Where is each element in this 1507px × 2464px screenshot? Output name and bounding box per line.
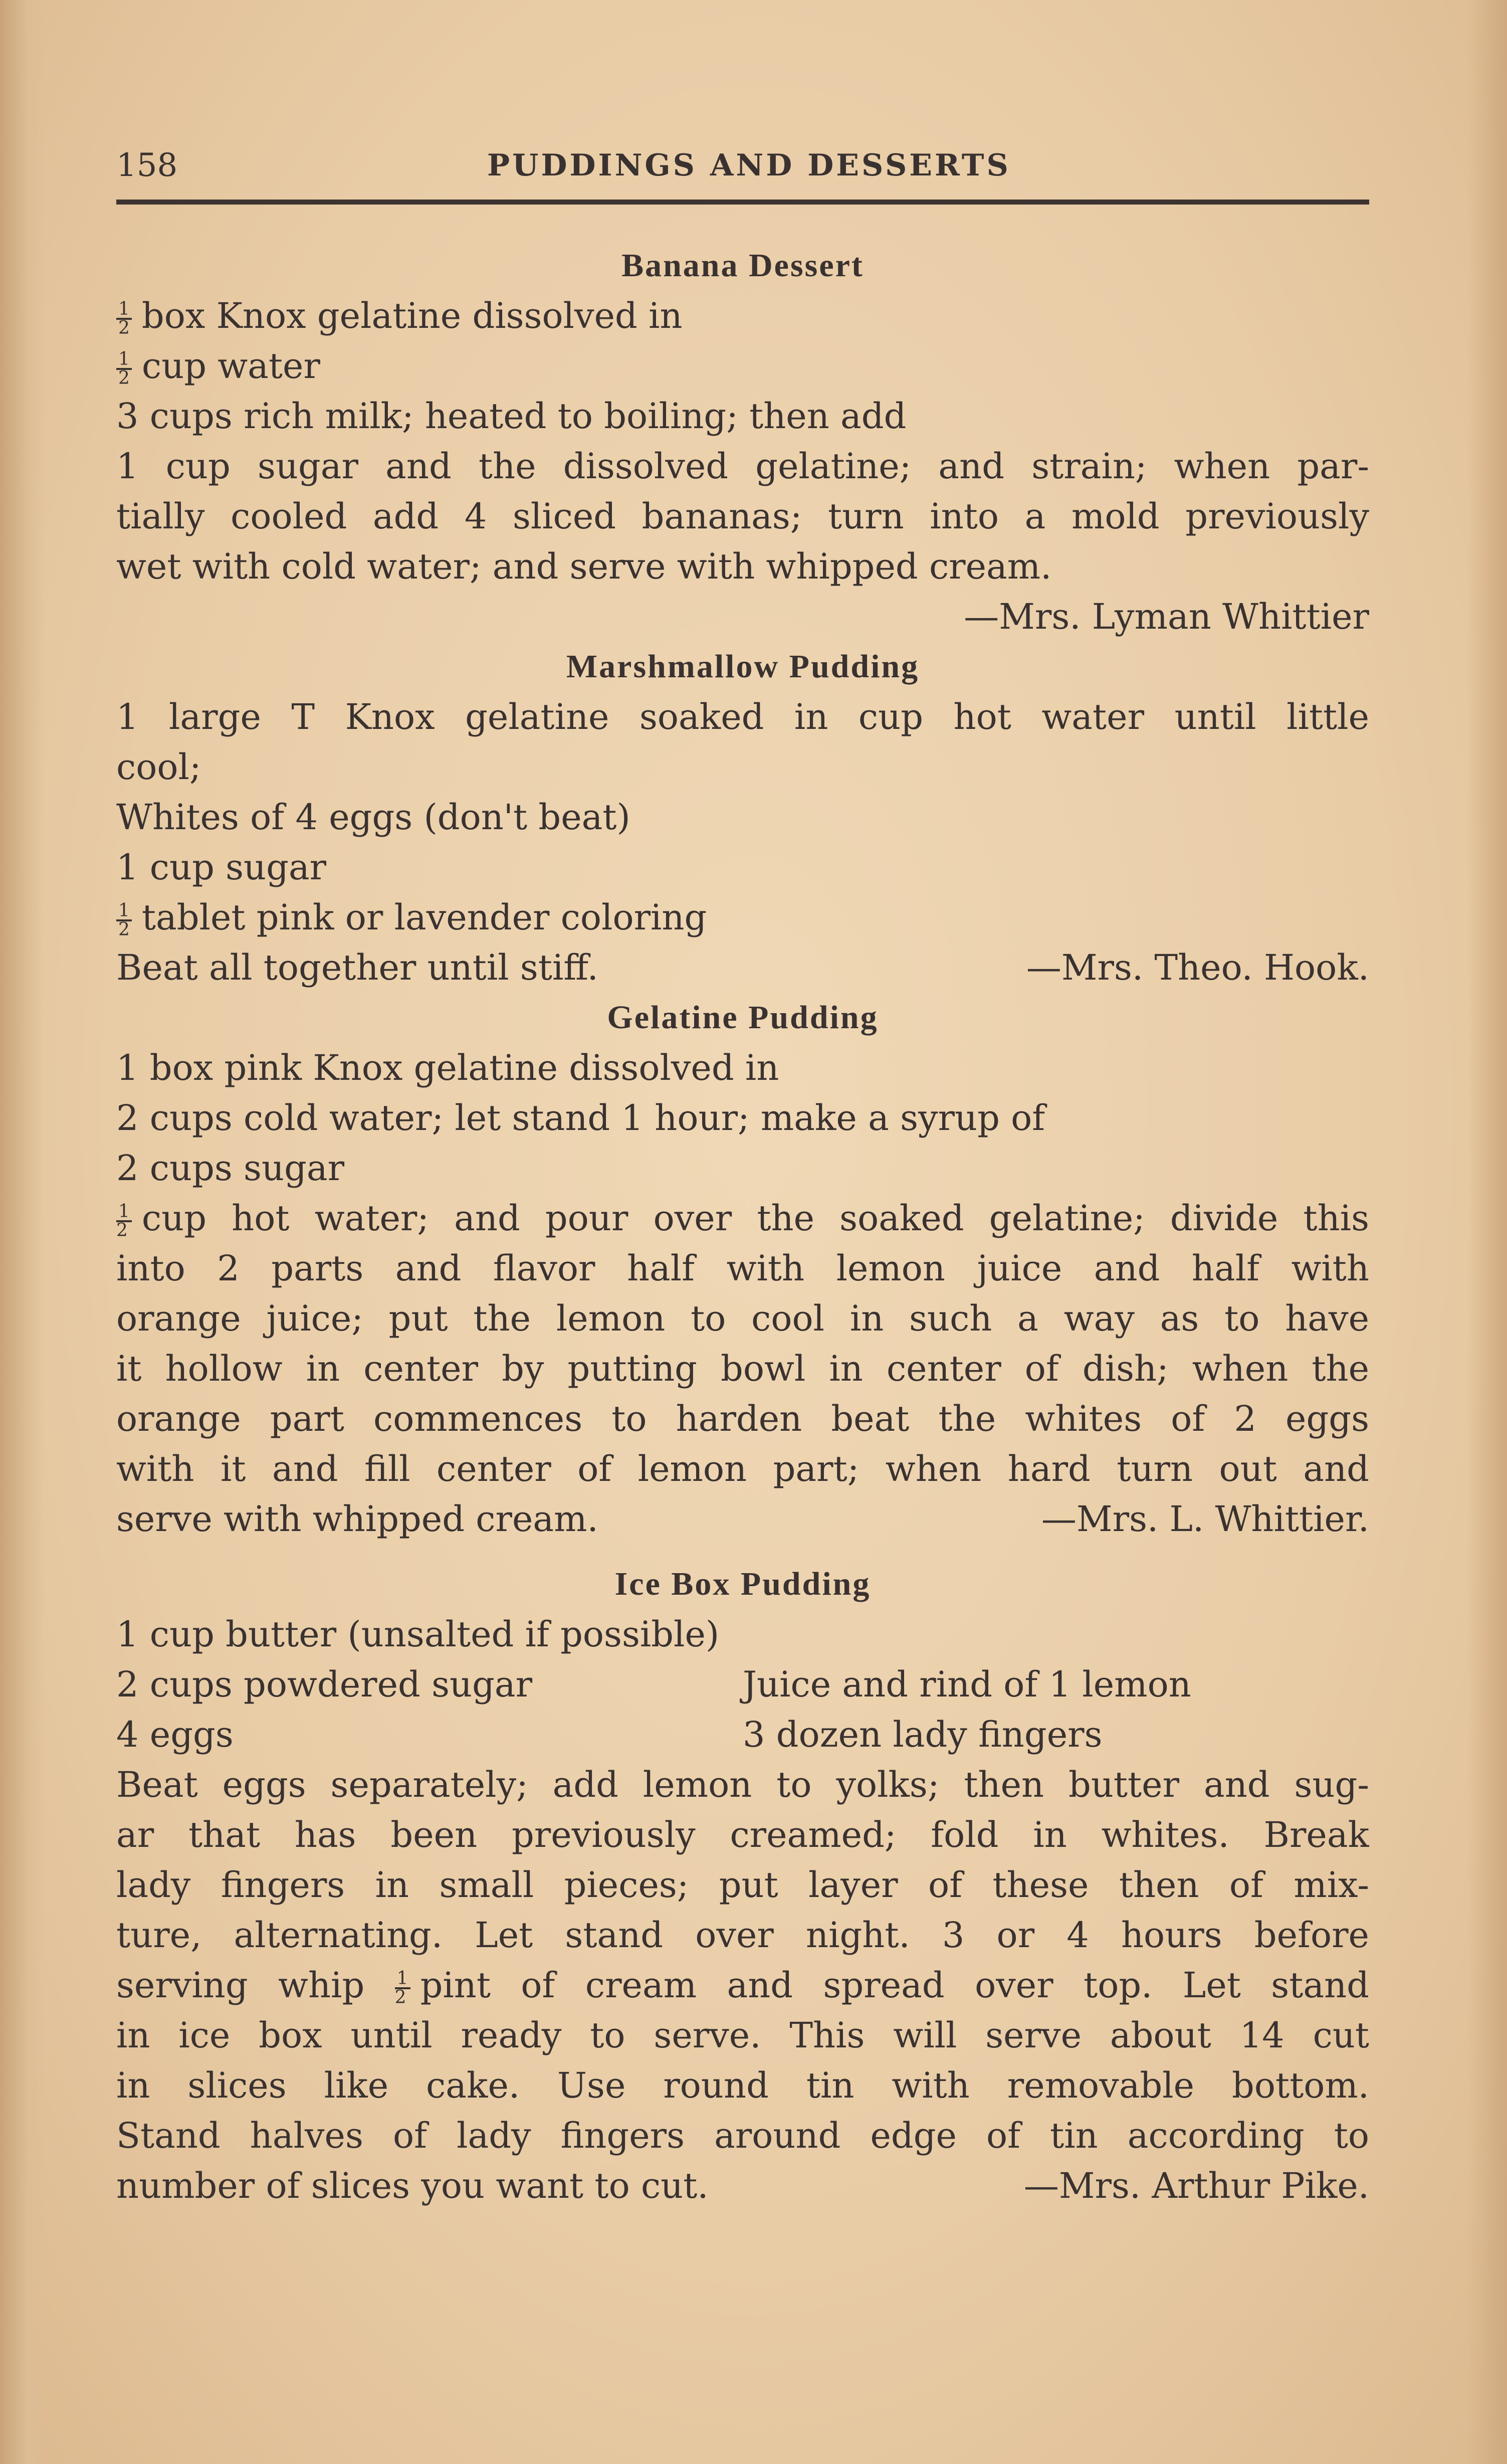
ingredient-line: 3 cups rich milk; heated to boiling; then add <box>116 396 907 437</box>
ingredient-line: 1 cup butter (unsalted if possible) <box>116 1614 720 1655</box>
fraction-half: $\frac{1}{2}$ <box>116 301 132 337</box>
recipe-title: Gelatine Pudding <box>607 999 879 1036</box>
text-line: Beat eggs separately; add lemon to yolks; then butter and sug- <box>116 1764 1369 1805</box>
recipe-author: —Mrs. L. Whittier. <box>1041 1498 1369 1540</box>
fraction-half: $\frac{1}{2}$ <box>395 1970 410 2006</box>
recipe-title: Banana Dessert <box>621 247 864 284</box>
text-line: $\frac{1}{2}$ cup hot water; and pour over the soaked gelatine; divide this <box>116 1198 1369 1241</box>
ingredient-right: 3 dozen lady fingers <box>743 1714 1103 1755</box>
recipe-author: —Mrs. Arthur Pike. <box>1023 2165 1369 2206</box>
page-edge-shadow-right <box>1467 0 1507 2464</box>
text-line: into 2 parts and flavor half with lemon juice and half with <box>116 1248 1369 1289</box>
text-line: in ice box until ready to serve. This will serve about 14 cut <box>116 2015 1369 2056</box>
text-line: ture, alternating. Let stand over night. 3 or 4 hours before <box>116 1915 1369 1956</box>
ingredient-line: 1 large T Knox gelatine soaked in cup hot water until little <box>116 696 1369 737</box>
fraction-half: $\frac{1}{2}$ <box>116 902 132 938</box>
text-line: lady fingers in small pieces; put layer of these then of mix- <box>116 1864 1369 1906</box>
recipe-ice-box-pudding <box>116 1559 1369 2211</box>
page-header <box>116 140 1369 201</box>
recipe-author: —Mrs. Theo. Hook. <box>1026 947 1369 988</box>
ingredient-left: 4 eggs <box>116 1714 234 1755</box>
recipe-gelatine-pudding <box>116 993 1369 1544</box>
page-number: 158 <box>116 147 178 184</box>
text-line <box>116 942 1369 993</box>
ingredient-row <box>116 1710 1369 1760</box>
text-line: orange part commences to harden beat the whites of 2 eggs <box>116 1398 1369 1439</box>
text-line: orange juice; put the lemon to cool in such a way as to have <box>116 1298 1369 1339</box>
text-line: it hollow in center by putting bowl in center of dish; when the <box>116 1348 1369 1389</box>
text-line: with it and fill center of lemon part; when hard turn out and <box>116 1448 1369 1489</box>
fraction-half: $\frac{1}{2}$ <box>116 1203 132 1239</box>
ingredient-line: cool; <box>116 746 201 788</box>
text-line: serving whip $\frac{1}{2}$ pint of cream and spread over top. Let stand <box>116 1965 1369 2008</box>
ingredient-right: Juice and rind of 1 lemon <box>743 1664 1191 1705</box>
text-line: tially cooled add 4 sliced bananas; turn into a mold previously <box>116 496 1369 537</box>
recipe-marshmallow-pudding <box>116 642 1369 993</box>
ingredient-left: 2 cups powdered sugar <box>116 1664 533 1705</box>
recipe-title: Ice Box Pudding <box>614 1566 871 1602</box>
text-line <box>116 2161 1369 2211</box>
ingredient-line: Whites of 4 eggs (don't beat) <box>116 797 630 838</box>
text-line: in slices like cake. Use round tin with removable bottom. <box>116 2065 1369 2106</box>
instruction-text: serve with whipped cream. <box>116 1498 598 1540</box>
ingredient-line: 2 cups cold water; let stand 1 hour; make a syrup of <box>116 1097 1045 1139</box>
header-rule <box>116 200 1369 205</box>
recipe-author: —Mrs. Lyman Whittier <box>964 596 1369 637</box>
instruction-text: number of slices you want to cut. <box>116 2165 709 2206</box>
running-head: PUDDINGS AND DESSERTS <box>487 148 1011 183</box>
text-line <box>116 1494 1369 1544</box>
spacer <box>116 1544 1369 1559</box>
text-line: wet with cold water; and serve with whipped cream. <box>116 546 1052 587</box>
fraction-half: $\frac{1}{2}$ <box>116 351 132 387</box>
page-edge-shadow-left <box>0 0 45 2464</box>
ingredient-line: $\frac{1}{2}$ box Knox gelatine dissolved in <box>116 291 1369 341</box>
ingredient-row <box>116 1659 1369 1710</box>
recipe-banana-dessert <box>116 241 1369 642</box>
instruction-text: Beat all together until stiff. <box>116 947 598 988</box>
text-line: ar that has been previously creamed; fold in whites. Break <box>116 1814 1369 1855</box>
page-content <box>116 241 1369 2211</box>
text-line: Stand halves of lady fingers around edge of tin according to <box>116 2115 1369 2156</box>
ingredient-line: 1 box pink Knox gelatine dissolved in <box>116 1047 779 1088</box>
recipe-title: Marshmallow Pudding <box>566 648 920 685</box>
ingredient-line: $\frac{1}{2}$ tablet pink or lavender coloring <box>116 892 1369 942</box>
ingredient-line: $\frac{1}{2}$ cup water <box>116 341 1369 391</box>
text-line: 1 cup sugar and the dissolved gelatine; and strain; when par- <box>116 446 1369 487</box>
ingredient-line: 2 cups sugar <box>116 1148 345 1189</box>
ingredient-line: 1 cup sugar <box>116 847 327 888</box>
